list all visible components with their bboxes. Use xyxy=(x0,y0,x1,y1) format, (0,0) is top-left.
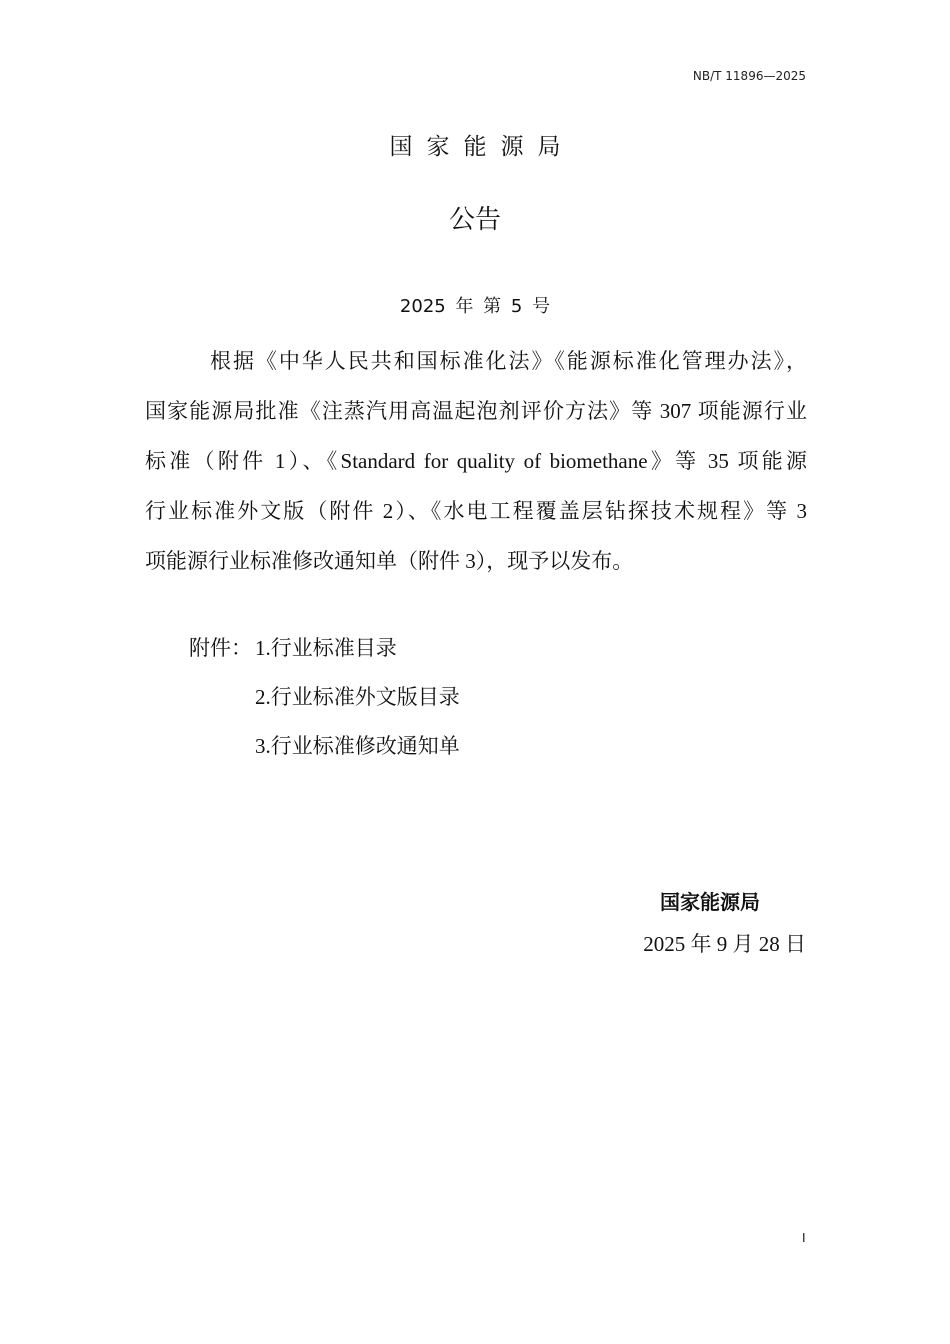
body-line: 国家能源局批准《注蒸汽用高温起泡剂评价方法》等 307 项能源行业 xyxy=(145,399,807,423)
body-line: 项能源行业标准修改通知单（附件 3），现予以发布。 xyxy=(145,549,634,573)
attachments-label: 附件： xyxy=(189,636,252,660)
attachments-list xyxy=(189,624,460,771)
page-number: I xyxy=(802,1231,806,1245)
attachment-item: 3.行业标准修改通知单 xyxy=(255,734,460,758)
notice-title: 公告 xyxy=(448,205,501,235)
issue-number: 2025 年 第 5 号 xyxy=(399,296,551,317)
announcement-body xyxy=(145,336,807,586)
signature-date: 2025 年 9 月 28 日 xyxy=(643,932,806,956)
standard-code: NB/T 11896—2025 xyxy=(692,69,806,83)
body-line: 标准（附件 1）、《Standard for quality of biomethane》等 35 项能源 xyxy=(145,449,807,473)
attachment-item: 2.行业标准外文版目录 xyxy=(255,685,460,709)
body-line: 行业标准外文版（附件 2）、《水电工程覆盖层钻探技术规程》等 3 xyxy=(145,499,807,523)
signature-organization: 国家能源局 xyxy=(660,890,760,914)
body-line: 根据《中华人民共和国标准化法》《能源标准化管理办法》， xyxy=(210,349,807,373)
agency-title: 国家能源局 xyxy=(389,134,575,160)
attachment-item: 1.行业标准目录 xyxy=(255,636,397,660)
